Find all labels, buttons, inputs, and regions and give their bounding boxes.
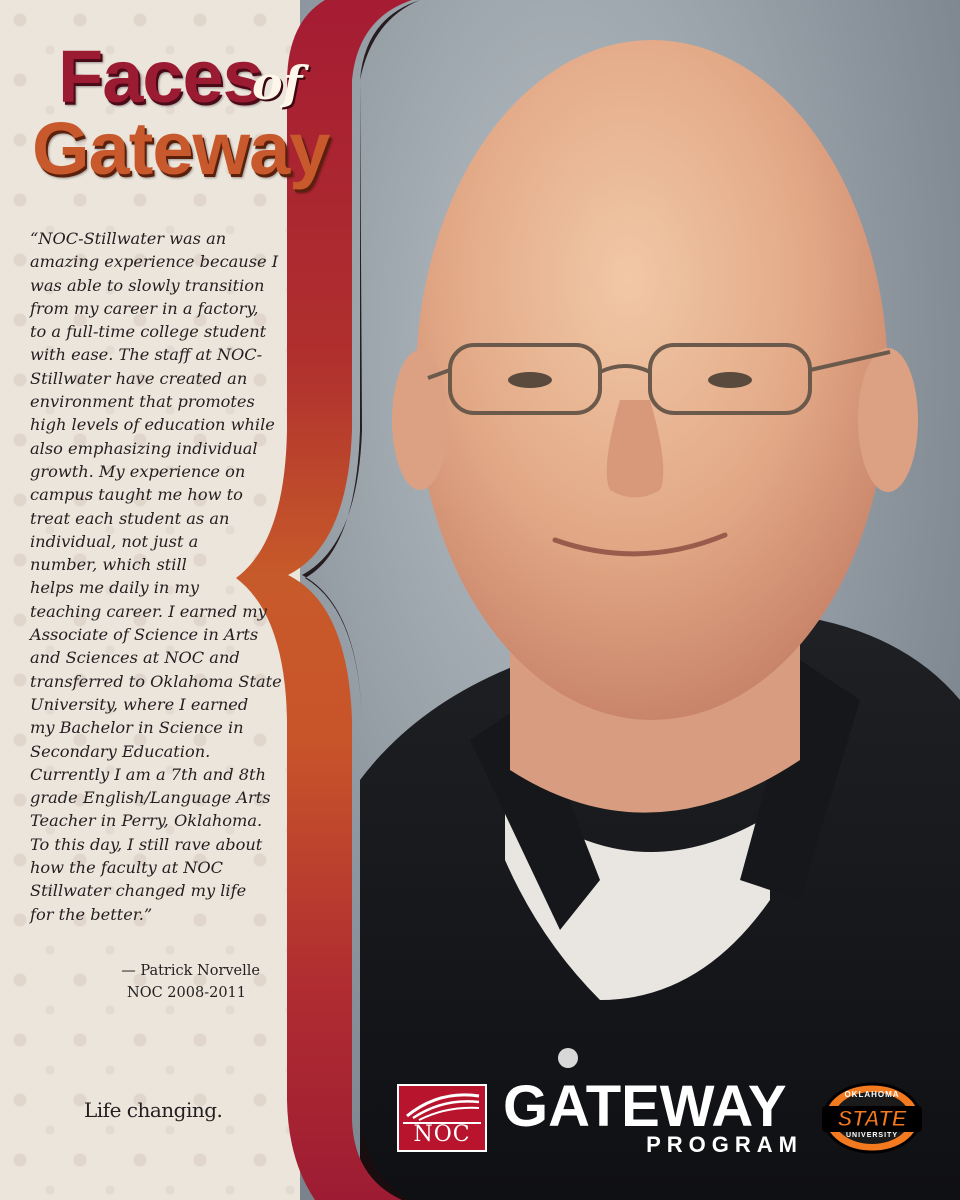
- quote-line: individual, not just a: [30, 531, 199, 551]
- quote-line: Associate of Science in Arts: [30, 625, 259, 645]
- quote-line: environment that promotes: [30, 392, 255, 412]
- attribution-years: NOC 2008-2011: [127, 985, 246, 1001]
- tagline: Life changing.: [84, 1098, 223, 1122]
- quote-line: campus taught me how to: [30, 485, 243, 505]
- osu-oklahoma: OKLAHOMA: [844, 1090, 900, 1099]
- eye-right: [708, 372, 752, 388]
- headline-of: of: [252, 56, 303, 110]
- quote-line: University, where I earned: [30, 694, 249, 714]
- quote-line: high levels of education while: [30, 415, 275, 435]
- shirt-button: [558, 1048, 578, 1068]
- quote-line: teaching career. I earned my: [30, 601, 267, 621]
- headline: [32, 35, 352, 198]
- quote-line: was able to slowly transition: [30, 275, 265, 295]
- gateway-program-logo: [503, 1074, 823, 1157]
- quote-line: to a full-time college student: [30, 322, 267, 342]
- quote-line: Stillwater have created an: [30, 368, 248, 388]
- osu-state: STATE: [837, 1106, 907, 1131]
- quote-line: amazing experience because I: [30, 252, 279, 272]
- quote-line: helps me daily in my: [30, 578, 199, 598]
- quote-line: from my career in a factory,: [30, 298, 259, 318]
- quote-line: and Sciences at NOC and: [30, 648, 240, 668]
- quote-line: with ease. The staff at NOC-: [30, 345, 263, 365]
- quote-line: transferred to Oklahoma State: [30, 671, 282, 691]
- quote-line: Currently I am a 7th and 8th: [30, 764, 266, 784]
- quote-line: how the faculty at NOC: [30, 858, 224, 878]
- attribution: [110, 960, 260, 1004]
- quote-line: Teacher in Perry, Oklahoma.: [30, 811, 263, 831]
- quote-line: Secondary Education.: [30, 741, 211, 761]
- attribution-name: — Patrick Norvelle: [121, 963, 260, 979]
- testimonial-quote: [30, 227, 292, 926]
- eye-left: [508, 372, 552, 388]
- quote-line: my Bachelor in Science in: [30, 718, 244, 738]
- program-word: PROGRAM: [646, 1132, 803, 1157]
- quote-line: To this day, I still rave about: [30, 834, 263, 854]
- quote-line: Stillwater changed my life: [30, 881, 247, 901]
- headline-gateway: Gateway: [32, 107, 330, 190]
- gateway-word: GATEWAY: [503, 1074, 787, 1139]
- ear-right: [858, 348, 918, 492]
- noc-logo-text: NOC: [413, 1122, 471, 1147]
- quote-line: treat each student as an: [30, 508, 230, 528]
- quote-line: growth. My experience on: [30, 461, 246, 481]
- quote-line: also emphasizing individual: [30, 438, 258, 458]
- quote-line: “NOC-Stillwater was an: [30, 229, 227, 248]
- quote-line: number, which still: [30, 555, 187, 575]
- osu-university: UNIVERSITY: [845, 1132, 898, 1139]
- quote-line: grade English/Language Arts: [30, 788, 271, 808]
- headline-faces: Faces: [58, 35, 263, 118]
- osu-logo: [820, 1080, 924, 1156]
- quote-line: for the better.”: [30, 904, 153, 924]
- noc-logo: [397, 1084, 487, 1152]
